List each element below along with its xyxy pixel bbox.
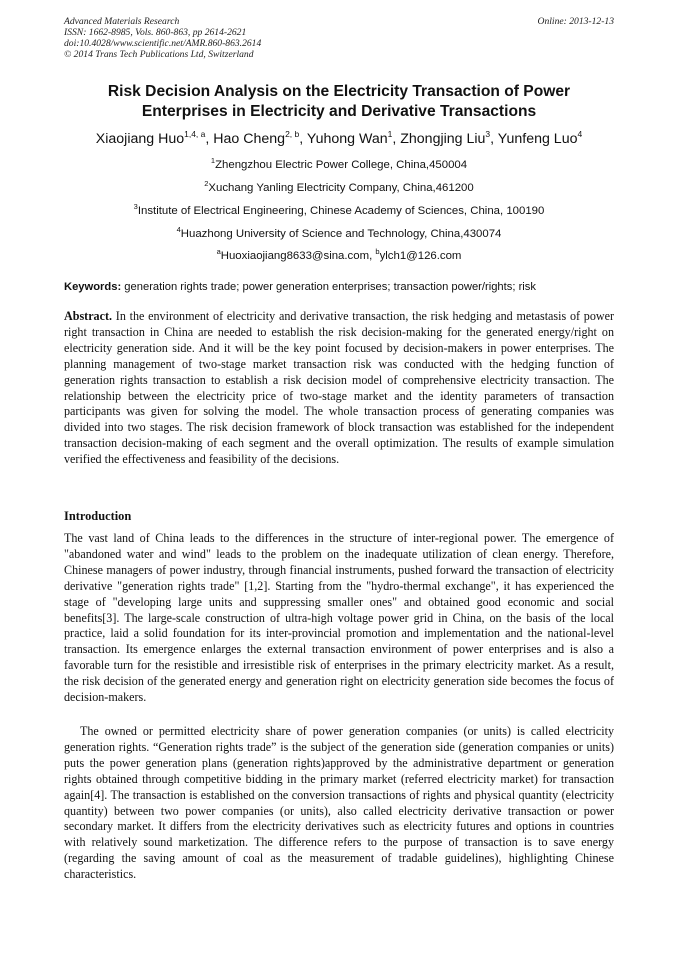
author-name: Xiaojiang Huo bbox=[95, 131, 185, 147]
section-heading-introduction: Introduction bbox=[64, 509, 132, 523]
author-affiliation-mark: 4 bbox=[577, 129, 583, 139]
author-list: Xiaojiang Huo$^{1,4, a}$, Hao Cheng$^{2, b}$, Yuhong Wan$^1$, Zhongjing Liu$^3$, Yunfeng Luo$^4$ bbox=[95, 129, 583, 147]
journal-copyright: © 2014 Trans Tech Publications Ltd, Switzerland bbox=[64, 49, 254, 60]
author-name: Hao Cheng bbox=[213, 131, 286, 147]
keywords-label: Keywords: bbox=[64, 281, 122, 293]
abstract-text: In the environment of electricity and derivative transaction, the risk hedging and metastasis of power right transaction in China are needed to establish the risk decision-making for the generated energy/right on electricity generation side. And it will be the key point focused by decision-makers in power enterprises. The planning management of two-stage market transaction risk was conducted with the hedging function of generation rights transaction to establish a risk decision model of comprehensive electricity transaction. The relationship between the electricity price of two-stage market and the identity parameters of transaction participants was given for solving the model. The whole transaction process of generating companies was divided into two stages. The risk decision framework of block transaction was established for the independent transaction decision-making of each segment and the overall optimization. The results of example simulation verified the effectiveness and feasibility of the decisions. bbox=[64, 309, 614, 467]
paper-title: Risk Decision Analysis on the Electricity Transaction of Power Enterprises in Electricity and Derivative Transactions bbox=[107, 83, 571, 120]
email-b: ylch1@126.com bbox=[379, 250, 462, 262]
affiliation-4: $^4$Huazhong University of Science and Technology, China,430074 bbox=[176, 225, 502, 240]
author-name: Yuhong Wan bbox=[306, 131, 388, 147]
intro-paragraph-1: The vast land of China leads to the differences in the structure of inter-regional power. The emergence of "abandoned water and wind" leads to the problem on the inadequate utilization of clean energy. Therefore, Chinese managers of power industry, through financial instruments, pushed forward the transaction of electricity derivative "generation rights trade" [1,2]. Starting from the "hydro-thermal exchange", it has experienced the stage of "developing large units and suppressing smaller ones" and obtained good economic and social benefits[3]. The large-scale construction of ultra-high voltage power grid in China, on the basis of the local practice, laid a solid foundation for its inter-provincial promotion and implementation and the national-level transaction. Its emergence enlarges the external transaction environment of power enterprises and is also a favorable turn for the resistible and irresistible risk of enterprises in the primary electricity market. As a result, the risk decision of the generated energy and generation right on electricity generation side becomes the focus of decision-makers. bbox=[64, 531, 614, 705]
online-date: Online: 2013-12-13 bbox=[537, 16, 614, 27]
author-emails: $^a$Huoxiaojiang8633@sina.com, $^b$ylch1@126.com bbox=[216, 247, 462, 262]
journal-issn: ISSN: 1662-8985, Vols. 860-863, pp 2614-2621 bbox=[64, 27, 247, 38]
author-name: Yunfeng Luo bbox=[497, 131, 578, 147]
keywords bbox=[64, 280, 614, 294]
keywords-text: generation rights trade; power generation enterprises; transaction power/rights; risk bbox=[121, 281, 536, 293]
email-a: Huoxiaojiang8633@sina.com, bbox=[220, 250, 376, 262]
affiliation-3: $^3$Institute of Electrical Engineering, Chinese Academy of Sciences, China, 100190 bbox=[133, 202, 545, 217]
author-affiliation-mark: 2, b bbox=[285, 129, 300, 139]
author-affiliation-mark: 1 bbox=[387, 129, 393, 139]
journal-doi: doi:10.4028/www.scientific.net/AMR.860-863.2614 bbox=[64, 38, 262, 49]
author-affiliation-mark: 3 bbox=[485, 129, 491, 139]
author-affiliation-mark: 1,4, a bbox=[184, 129, 206, 139]
abstract-label: Abstract. bbox=[64, 309, 113, 323]
journal-header bbox=[64, 16, 261, 60]
author-name: Zhongjing Liu bbox=[400, 131, 486, 147]
affiliation-2: $^2$Xuchang Yanling Electricity Company, China,461200 bbox=[204, 179, 474, 194]
journal-name: Advanced Materials Research bbox=[64, 16, 180, 27]
abstract bbox=[64, 309, 614, 468]
affiliation-1: $^1$Zhengzhou Electric Power College, China,450004 bbox=[210, 156, 468, 171]
intro-paragraph-2: The owned or permitted electricity share of power generation companies (or units) is called electricity generation rights. “Generation rights trade” is the subject of the generation side (generation companies or units) puts the power generation plans (generation rights)approved by the administrative department or generation rights obtained through competitive bidding in the primary market (referred electricity market) for transaction again[4]. The transaction is established on the conversion transactions of rights and physical quantity (electricity quantity) between two power companies (or units), also called electricity derivative transaction or power secondary market. It differs from the electricity derivatives such as electricity futures and options in countries with relatively sound marketization. The difference refers to the purpose of transaction is to save energy (regarding the saving amount of coal as the measurement of tradable guidelines), highlighting Chinese characteristics. bbox=[64, 724, 614, 882]
